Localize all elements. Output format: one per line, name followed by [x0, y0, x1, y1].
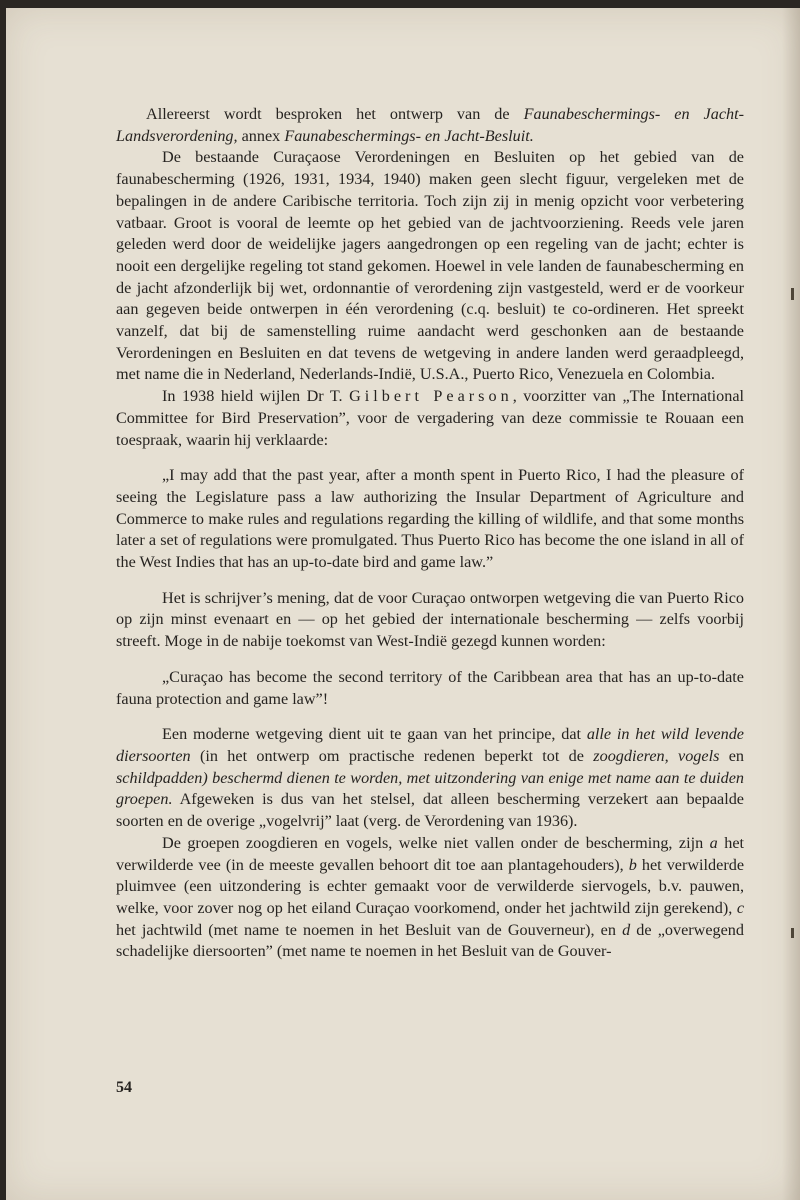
text-segment: „I may add that the past year, after a month spent in Puerto Rico, I had the pleasure of seeing the Legislature pass a law authorizing the Insular Department of Agriculture and Commerce to make rules and regulations regarding the killing of wildlife, and that some months later a set of regulations were promulgated. Thus Puerto Rico has become the one island in all of the West Indies that has an up-to-date bird and game law.” — [116, 466, 744, 572]
text-segment: het verwilderde vee (in de meeste gevallen behoort dit toe aan plantagehouders), — [116, 833, 745, 874]
text-segment: De bestaande Curaçaose Verordeningen en Besluiten op het gebied van de faunabescherming (1926, 1931, 1934, 1940) maken geen slecht figuur, vergeleken met de bepalingen in de andere Caribische territoria. Toch zijn zij in menig opzicht voor verbetering vatbaar. Groot is vooral de leemte op het gebied van de jachtvoorziening. Reeds vele jaren geleden werd door de weidelijke jagers aangedrongen op een regeling van de jacht; echter is nooit een dergelijke regeling tot stand gekomen. Hoewel in vele landen de faunabescherming en de jacht afzonderlijk bij wet, ordonnantie of verordening zijn vastgesteld, werd er de voorkeur aan gegeven beide ontwerpen in één verordening (c.q. besluit) te co-ordineren. Het spreekt vanzelf, dat bij de samenstelling ruime aandacht werd geschonken aan de bestaande Verordeningen en Besluiten en dat tevens de wetgeving in andere landen werd geraadpleegd, met name die in Nederland, Nederlands-Indië, U.S.A., Puerto Rico, Venezuela en Colombia. — [116, 148, 744, 384]
paragraph — [116, 724, 744, 833]
text-segment: De groepen zoogdieren en vogels, welke niet vallen onder de bescherming, zijn — [162, 833, 710, 852]
paragraph — [116, 147, 744, 386]
body-text — [116, 104, 744, 963]
paragraph — [116, 588, 744, 653]
page-number: 54 — [116, 1079, 132, 1096]
italic-text: Faunabeschermings- en Jacht-Besluit. — [284, 126, 534, 145]
text-segment: Een moderne wetgeving dient uit te gaan van het principe, dat — [162, 725, 587, 744]
quote-paragraph — [116, 465, 744, 574]
text-segment: het verwilderde pluimvee (een uitzondering is echter gemaakt voor de verwilderde siervogels, b.v. pauwen, welke, voor zover nog op het eiland Curaçao voorkomend, onder het jachtwild zijn gerekend), — [116, 855, 745, 917]
italic-text: schildpadden) beschermd dienen te worden, met uitzondering van enige met name aan te duiden groepen. — [116, 768, 744, 809]
text-segment: „Curaçao has become the second territory of the Caribbean area that has an up-to-date fauna protection and game law”! — [116, 667, 744, 708]
text-segment: In 1938 hield wijlen Dr T. — [162, 387, 350, 406]
text-segment: Allereerst wordt besproken het ontwerp van de — [146, 105, 524, 123]
paragraph — [116, 104, 744, 147]
italic-text: c — [736, 898, 744, 917]
quote-paragraph — [116, 667, 744, 710]
text-segment: , voorzitter van „The International Committee for Bird Preservation”, voor de vergadering van deze commissie te Rouaan een toespraak, waarin hij verklaarde: — [116, 387, 744, 449]
text-segment: Het is schrijver’s mening, dat de voor Curaçao ontworpen wetgeving die van Puerto Rico op zijn minst evenaart en — op het gebied der internationale bescherming — zelfs voorbij streeft. Moge in de nabije toekomst van West-Indië gezegd kunnen worden: — [116, 588, 744, 651]
document-page — [6, 8, 800, 1200]
italic-text: a — [709, 833, 718, 852]
text-segment: en — [719, 746, 744, 765]
italic-text: Faunabeschermings- en Jacht-Landsverordening, — [116, 105, 744, 145]
page-edge-mark — [791, 288, 794, 300]
italic-text: b — [628, 855, 637, 874]
page-edge-mark — [791, 928, 794, 938]
italic-text: zoogdieren, vogels — [593, 746, 720, 765]
paragraph — [116, 386, 744, 451]
paragraph — [116, 833, 744, 963]
text-segment: (in het ontwerp om practische redenen beperkt tot de — [190, 746, 594, 765]
italic-text: d — [622, 920, 631, 939]
spaced-name: Gilbert Pearson — [349, 387, 513, 406]
text-segment: het jachtwild (met name te noemen in het Besluit van de Gouverneur), en — [116, 920, 623, 939]
text-segment: annex — [237, 126, 285, 145]
italic-text: alle in het wild levende diersoorten — [116, 725, 744, 765]
text-segment: Afgeweken is dus van het stelsel, dat alleen bescherming verzekert aan bepaalde soorten en de overige „vogelvrij” laat (verg. de Verordening van 1936). — [116, 790, 744, 831]
text-segment: de „overwegend schadelijke diersoorten” (met name te noemen in het Besluit van de Gouver- — [116, 920, 744, 961]
